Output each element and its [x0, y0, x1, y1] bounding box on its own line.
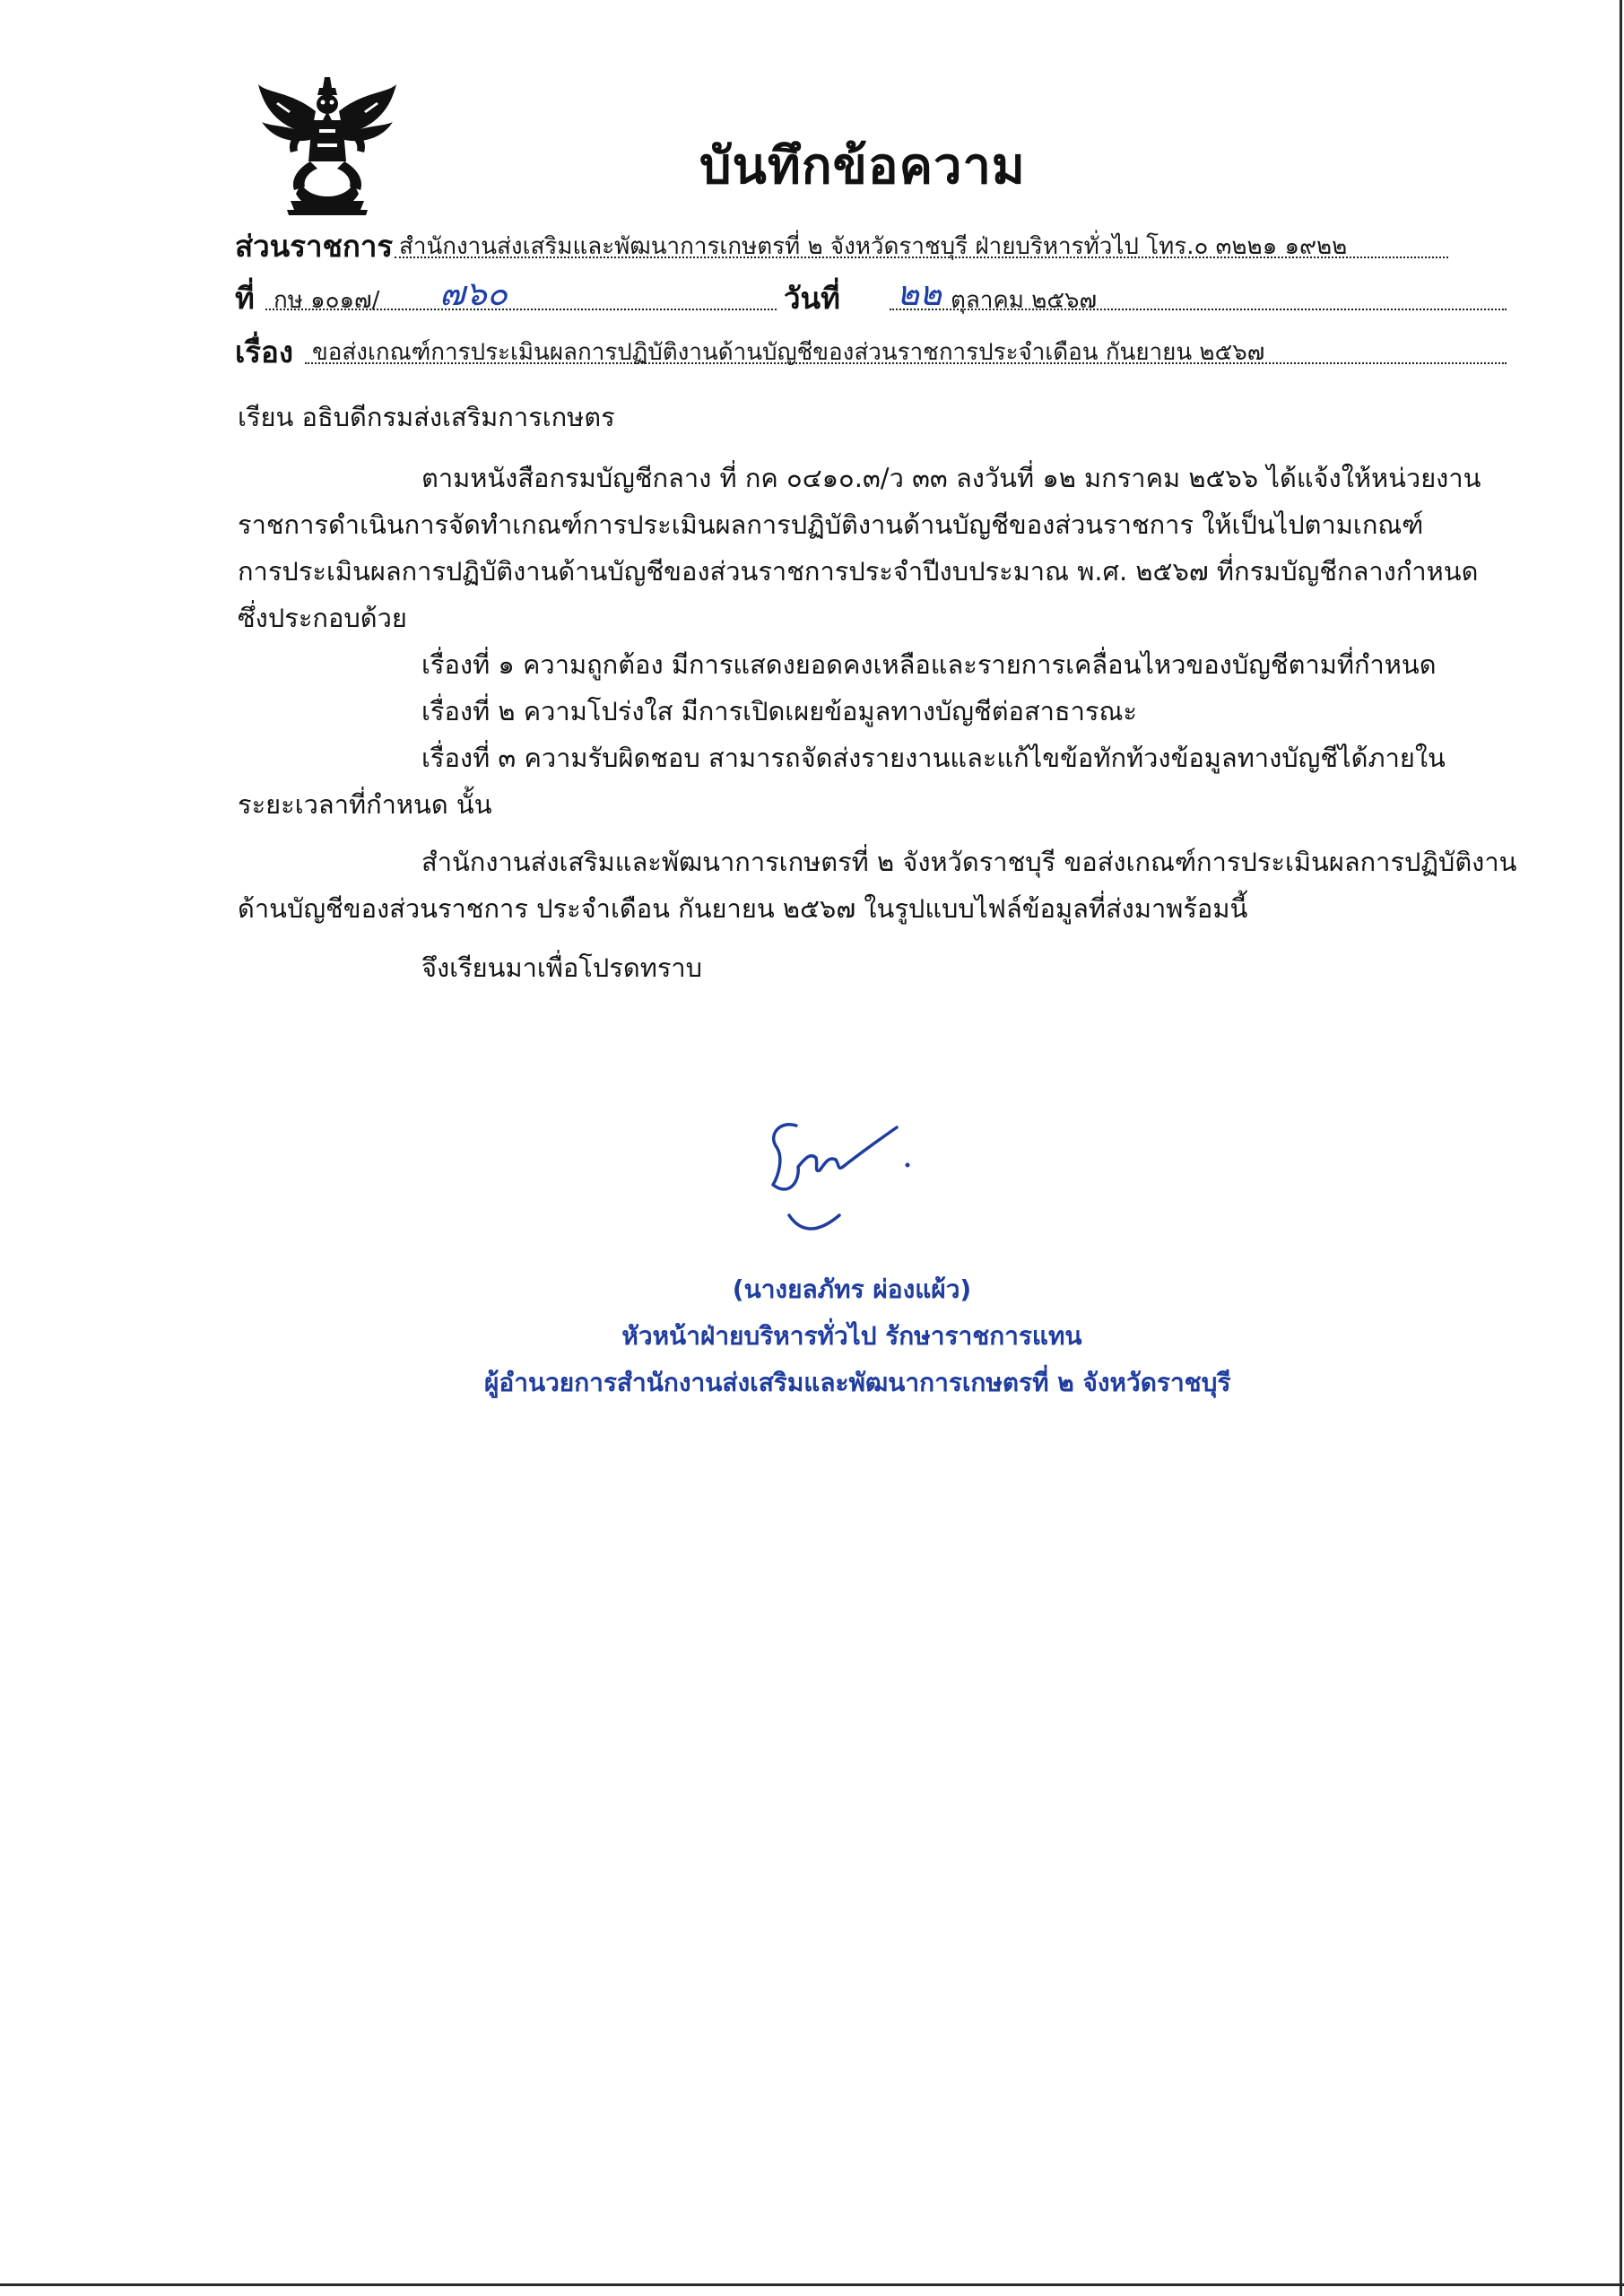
item-1: เรื่องที่ ๑ ความถูกต้อง มีการแสดงยอดคงเหลือและรายการเคลื่อนไหวของบัญชีตามที่กำหนด [421, 649, 1437, 680]
department-value: สำนักงานส่งเสริมและพัฒนาการเกษตรที่ ๒ จังหวัดราชบุรี ฝ่ายบริหารทั่วไป โทร.๐ ๓๒๒๑ ๑๙๒๒ [399, 233, 1348, 260]
closing: จึงเรียนมาเพื่อโปรดทราบ [421, 952, 703, 983]
item-3-continued: ระยะเวลาที่กำหนด นั้น [238, 789, 492, 820]
department-row [235, 222, 393, 270]
salutation: เรียน อธิบดีกรมส่งเสริมการเกษตร [238, 402, 615, 432]
item-3: เรื่องที่ ๓ ความรับผิดชอบ สามารถจัดส่งรายงานและแก้ไขข้อทักท้วงข้อมูลทางบัญชีได้ภายใน [421, 743, 1446, 773]
date-value: ตุลาคม ๒๕๖๗ [951, 287, 1098, 314]
ref-row [235, 274, 255, 322]
para1-line-2: ราชการดำเนินการจัดทำเกณฑ์การประเมินผลการปฏิบัติงานด้านบัญชีของส่วนราชการ ให้เป็นไปตามเกณฑ์ [238, 509, 1424, 540]
garuda-emblem-icon [255, 75, 400, 217]
date-label: วันที่ [784, 281, 840, 316]
item-2: เรื่องที่ ๒ ความโปร่งใส มีการเปิดเผยข้อมูลทางบัญชีต่อสาธารณะ [421, 696, 1137, 726]
para1-line-1: ตามหนังสือกรมบัญชีกลาง ที่ กค ๐๔๑๐.๓/ว ๓๓ ลงวันที่ ๑๒ มกราคม ๒๕๖๖ ได้แจ้งให้หน่วยงาน [421, 463, 1481, 493]
ref-handwritten-number: ๗๖๐ [439, 274, 508, 313]
subject-row [235, 328, 293, 376]
signer-position-1: หัวหน้าฝ่ายบริหารทั่วไป รักษาราชการแทน [621, 1321, 1082, 1351]
scan-edge-bottom [0, 2283, 1624, 2286]
date-handwritten-day: ๒๒ [897, 274, 942, 313]
para2-line-1: สำนักงานส่งเสริมและพัฒนาการเกษตรที่ ๒ จังหวัดราชบุรี ขอส่งเกณฑ์การประเมินผลการปฏิบัติงาน [421, 847, 1517, 877]
signer-name: (นางยลภัทร ผ่องแผ้ว) [732, 1274, 972, 1304]
para1-line-4: ซึ่งประกอบด้วย [238, 603, 407, 633]
ref-value: กษ ๑๐๑๗/ [274, 287, 380, 314]
signer-position-2: ผู้อำนวยการสำนักงานส่งเสริมและพัฒนาการเกษตรที่ ๒ จังหวัดราชบุรี [484, 1368, 1231, 1397]
handwritten-signature [753, 1117, 933, 1260]
scan-edge-right [1620, 0, 1622, 2296]
subject-value: ขอส่งเกณฑ์การประเมินผลการปฏิบัติงานด้านบัญชีของส่วนราชการประจำเดือน กันยายน ๒๕๖๗ [312, 339, 1265, 366]
page-title: บันทึกข้อความ [699, 137, 1026, 196]
para1-line-3: การประเมินผลการปฏิบัติงานด้านบัญชีของส่วนราชการประจำปีงบประมาณ พ.ศ. ๒๕๖๗ ที่กรมบัญชีกลางกำหนด [238, 556, 1479, 587]
department-label: ส่วนราชการ [235, 229, 394, 264]
subject-label: เรื่อง [235, 335, 293, 370]
date-row [784, 274, 840, 322]
para2-line-2: ด้านบัญชีของส่วนราชการ ประจำเดือน กันยายน ๒๕๖๗ ในรูปแบบไฟล์ข้อมูลที่ส่งมาพร้อมนี้ [238, 893, 1248, 924]
ref-label: ที่ [235, 281, 255, 316]
